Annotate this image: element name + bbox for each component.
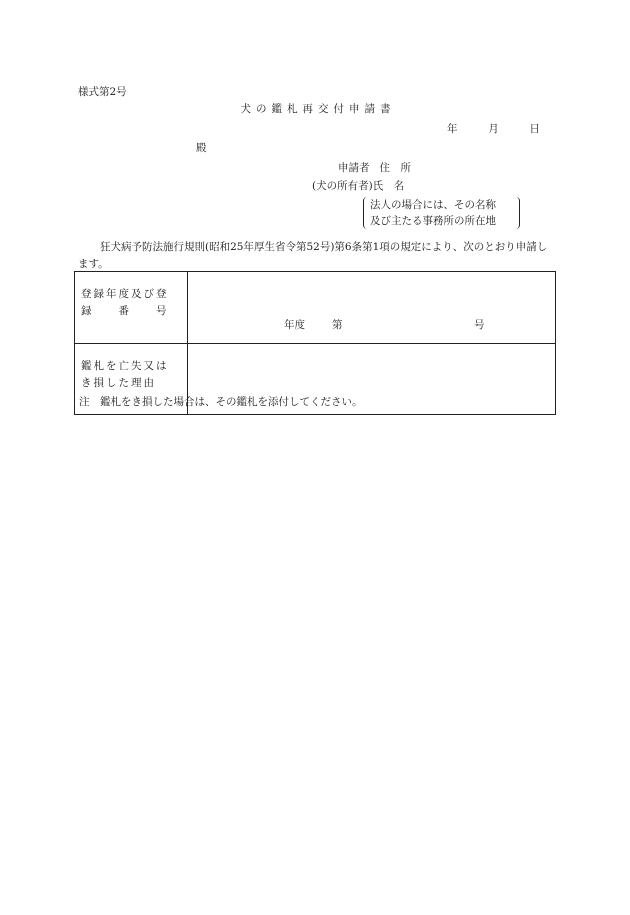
attachment-note: 注 鑑札をき損した場合は、その鑑札を添付してください。 (79, 396, 363, 408)
name-label: 氏 名 (372, 180, 405, 192)
registration-value-cell[interactable] (188, 272, 556, 344)
year-suffix: 年度 (284, 319, 305, 331)
corporate-note-bracket (363, 197, 520, 229)
registration-label-line: 登録年度及び登 (81, 288, 169, 300)
document-title: 犬の鑑札再交付申請書 (240, 103, 396, 115)
application-table (74, 271, 556, 415)
owner-name-row (312, 181, 404, 192)
reason-label-line: き損した理由 (81, 377, 156, 389)
date-line (447, 124, 540, 135)
number-prefix: 第 (332, 319, 343, 331)
registration-label-cell (75, 272, 188, 344)
reason-label-line: 鑑札を亡失又は (81, 360, 169, 372)
applicant-address-row (338, 163, 411, 174)
date-month-label: 月 (488, 123, 499, 135)
owner-role: (犬の所有者) (312, 180, 373, 192)
date-year-label: 年 (447, 123, 458, 135)
number-suffix: 号 (474, 319, 485, 331)
corporate-note-line: 及び主たる事務所の所在地 (370, 215, 496, 227)
applicant-role: 申請者 (338, 162, 370, 174)
application-statement: 狂犬病予防法施行規則(昭和25年厚生省令第52号)第6条第1項の規定により、次のとおり申請します。 (78, 241, 548, 270)
corporate-note-line: 法人の場合には、その名称 (370, 199, 496, 211)
table-row (75, 272, 556, 344)
registration-label-line: 録 番 号 (81, 305, 169, 317)
date-day-label: 日 (529, 123, 540, 135)
address-label: 住 所 (379, 162, 411, 174)
form-number: 様式第2号 (78, 86, 127, 98)
addressee-honorific: 殿 (196, 142, 207, 154)
